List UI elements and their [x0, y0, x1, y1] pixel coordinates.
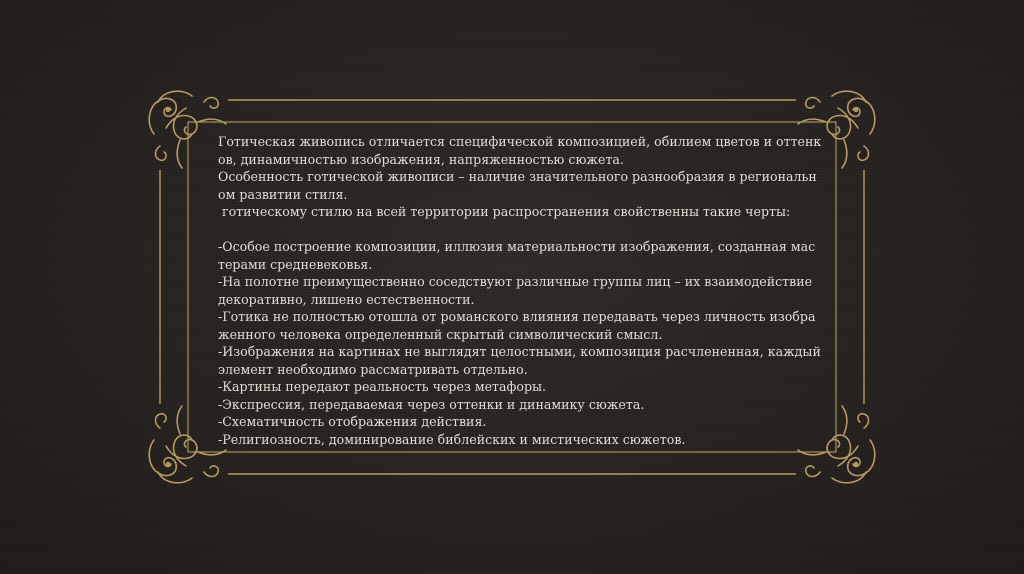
- text-line: -Религиозность, доминирование библейских и мистических сюжетов.: [218, 431, 686, 447]
- text-line: терами средневековья.: [218, 256, 373, 272]
- text-line: готическому стилю на всей территории распространения свойственны такие черты:: [218, 204, 791, 219]
- text-line: -Готика не полностью отошла от романского влияния передавать через личность изобра: [218, 309, 816, 324]
- text-line: Готическая живопись отличается специфической композицией, обилием цветов и оттенк: [218, 134, 822, 149]
- text-line: -Изображения на картинах не выглядят целостными, композиция расчлененная, каждый: [218, 344, 821, 359]
- text-line: элемент необходимо рассматривать отдельно.: [218, 361, 528, 377]
- text-line: -Особое построение композиции, иллюзия материальности изображения, созданная мас: [218, 239, 816, 254]
- text-line: -Схематичность отображения действия.: [218, 414, 487, 429]
- text-line: декоративно, лишено естественности.: [218, 291, 475, 307]
- text-line: -На полотне преимущественно соседствуют различные группы лиц – их взаимодействие: [218, 274, 813, 289]
- text-line: женного человека определенный скрытый символический смысл.: [218, 326, 663, 342]
- body-text: [218, 133, 840, 448]
- text-line: -Экспрессия, передаваемая через оттенки и динамику сюжета.: [218, 396, 645, 412]
- text-line: Особенность готической живописи – наличие значительного разнообразия в региональн: [218, 169, 817, 184]
- text-line: ов, динамичностью изображения, напряженностью сюжета.: [218, 151, 624, 167]
- text-line: -Картины передают реальность через метафоры.: [218, 379, 547, 394]
- text-line-blank: [218, 221, 840, 239]
- text-line: ом развитии стиля.: [218, 186, 348, 202]
